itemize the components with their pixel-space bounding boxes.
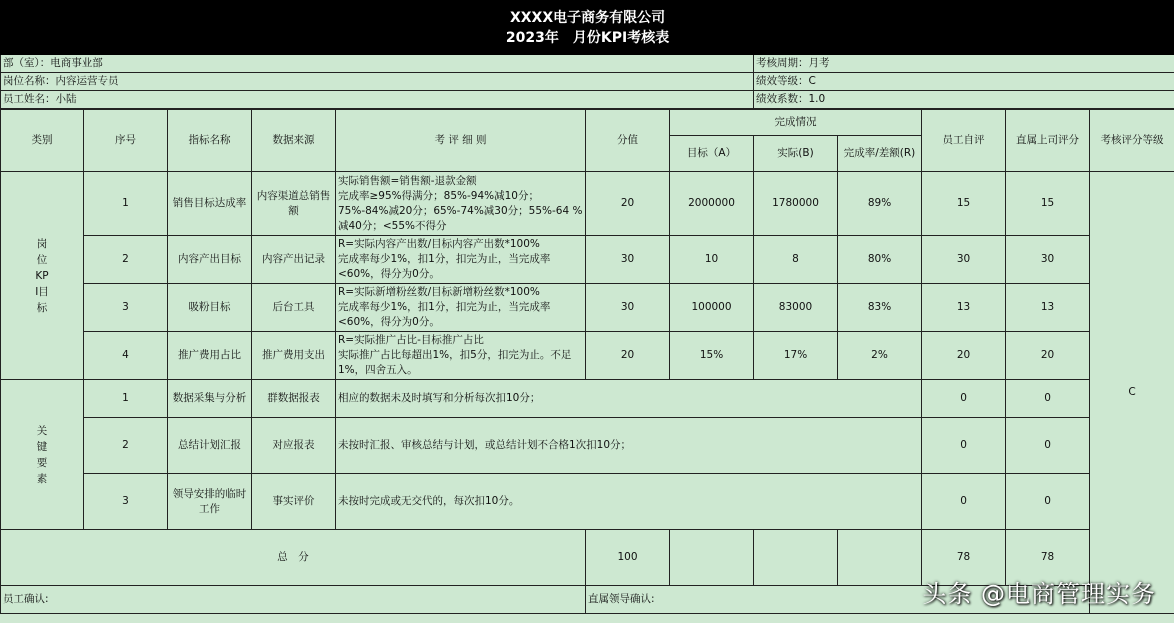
table-row xyxy=(1,172,1174,236)
target: 2000000 xyxy=(670,172,754,236)
rule: 相应的数据未及时填写和分析每次扣10分； xyxy=(336,380,922,418)
indicator: 吸粉目标 xyxy=(168,284,252,332)
seq: 2 xyxy=(84,418,168,474)
boss-score: 20 xyxy=(1006,332,1090,380)
self-score: 13 xyxy=(922,284,1006,332)
indicator: 领导安排的临时工作 xyxy=(168,474,252,530)
source: 内容产出记录 xyxy=(252,236,336,284)
rate: 80% xyxy=(838,236,922,284)
target: 15% xyxy=(670,332,754,380)
score: 30 xyxy=(586,236,670,284)
rule: 未按时完成或无交代的，每次扣10分。 xyxy=(336,474,922,530)
boss-score: 15 xyxy=(1006,172,1090,236)
target: 10 xyxy=(670,236,754,284)
grade: 绩效等级：C xyxy=(754,73,1174,91)
indicator: 数据采集与分析 xyxy=(168,380,252,418)
leader-confirm: 直属领导确认: xyxy=(586,586,1174,614)
total-actual xyxy=(754,530,838,586)
source: 推广费用支出 xyxy=(252,332,336,380)
table-row xyxy=(1,236,1174,284)
total-self: 78 xyxy=(922,530,1006,586)
source: 事实评价 xyxy=(252,474,336,530)
target: 100000 xyxy=(670,284,754,332)
header-score: 分值 xyxy=(586,110,670,172)
level-value: C xyxy=(1090,172,1174,614)
rate: 89% xyxy=(838,172,922,236)
indicator: 总结计划汇报 xyxy=(168,418,252,474)
sheet-title: XXXX电子商务有限公司 2023年 月份KPI考核表 xyxy=(1,1,1174,55)
total-rate xyxy=(838,530,922,586)
seq: 3 xyxy=(84,474,168,530)
indicator: 推广费用占比 xyxy=(168,332,252,380)
header-rate: 完成率/差额(R) xyxy=(838,136,922,172)
boss-score: 0 xyxy=(1006,474,1090,530)
rule: 实际销售额=销售额-退款金额 完成率≥95%得满分；85%-94%减10分；75%-84%减20分；65%-74%减30分；55%-64 %减40分；<55%不得分 xyxy=(336,172,586,236)
total-score: 100 xyxy=(586,530,670,586)
total-target xyxy=(670,530,754,586)
source: 后台工具 xyxy=(252,284,336,332)
period: 考核周期：月考 xyxy=(754,55,1174,73)
seq: 3 xyxy=(84,284,168,332)
header-indicator: 指标名称 xyxy=(168,110,252,172)
watermark: 头条 @电商管理实务 xyxy=(922,580,1156,608)
indicator: 内容产出目标 xyxy=(168,236,252,284)
actual: 1780000 xyxy=(754,172,838,236)
seq: 1 xyxy=(84,380,168,418)
header-boss: 直属上司评分 xyxy=(1006,110,1090,172)
header-level: 考核评分等级 xyxy=(1090,110,1174,172)
key-category: 关键要素 xyxy=(1,380,84,530)
self-score: 15 xyxy=(922,172,1006,236)
score: 30 xyxy=(586,284,670,332)
actual: 8 xyxy=(754,236,838,284)
boss-score: 13 xyxy=(1006,284,1090,332)
self-score: 20 xyxy=(922,332,1006,380)
rate: 2% xyxy=(838,332,922,380)
rate: 83% xyxy=(838,284,922,332)
kpi-sheet xyxy=(0,0,1174,109)
actual: 17% xyxy=(754,332,838,380)
header-self: 员工自评 xyxy=(922,110,1006,172)
source: 对应报表 xyxy=(252,418,336,474)
employee-name: 员工姓名：小陆 xyxy=(1,91,754,109)
self-score: 0 xyxy=(922,418,1006,474)
actual: 83000 xyxy=(754,284,838,332)
kpi-table xyxy=(0,109,1174,614)
header-target: 目标（A） xyxy=(670,136,754,172)
table-row xyxy=(1,332,1174,380)
table-row xyxy=(1,380,1174,418)
rule: R=实际新增粉丝数/目标新增粉丝数*100% 完成率每少1%，扣1分，扣完为止，当完成率<60%，得分为0分。 xyxy=(336,284,586,332)
total-label: 总 分 xyxy=(1,530,586,586)
self-score: 30 xyxy=(922,236,1006,284)
score: 20 xyxy=(586,172,670,236)
kpi-category: 岗位KPI目标 xyxy=(1,172,84,380)
source: 内容渠道总销售额 xyxy=(252,172,336,236)
header-rule: 考 评 细 则 xyxy=(336,110,586,172)
table-row xyxy=(1,284,1174,332)
boss-score: 0 xyxy=(1006,380,1090,418)
source: 群数据报表 xyxy=(252,380,336,418)
header-source: 数据来源 xyxy=(252,110,336,172)
employee-confirm: 员工确认: xyxy=(1,586,586,614)
header-actual: 实际(B) xyxy=(754,136,838,172)
seq: 4 xyxy=(84,332,168,380)
department: 部（室）：电商事业部 xyxy=(1,55,754,73)
header-completion: 完成情况 xyxy=(670,110,922,136)
boss-score: 30 xyxy=(1006,236,1090,284)
rule: R=实际内容产出数/目标内容产出数*100% 完成率每少1%，扣1分，扣完为止，当完成率<60%，得分为0分。 xyxy=(336,236,586,284)
header-seq: 序号 xyxy=(84,110,168,172)
position: 岗位名称：内容运营专员 xyxy=(1,73,754,91)
header-category: 类别 xyxy=(1,110,84,172)
score: 20 xyxy=(586,332,670,380)
rule: 未按时汇报、审核总结与计划，或总结计划不合格1次扣10分； xyxy=(336,418,922,474)
table-row xyxy=(1,418,1174,474)
rule: R=实际推广占比-目标推广占比 实际推广占比每超出1%，扣5分，扣完为止。不足1%，四舍五入。 xyxy=(336,332,586,380)
total-boss: 78 xyxy=(1006,530,1090,586)
self-score: 0 xyxy=(922,474,1006,530)
coefficient: 绩效系数：1.0 xyxy=(754,91,1174,109)
seq: 1 xyxy=(84,172,168,236)
indicator: 销售目标达成率 xyxy=(168,172,252,236)
seq: 2 xyxy=(84,236,168,284)
boss-score: 0 xyxy=(1006,418,1090,474)
self-score: 0 xyxy=(922,380,1006,418)
table-row xyxy=(1,474,1174,530)
